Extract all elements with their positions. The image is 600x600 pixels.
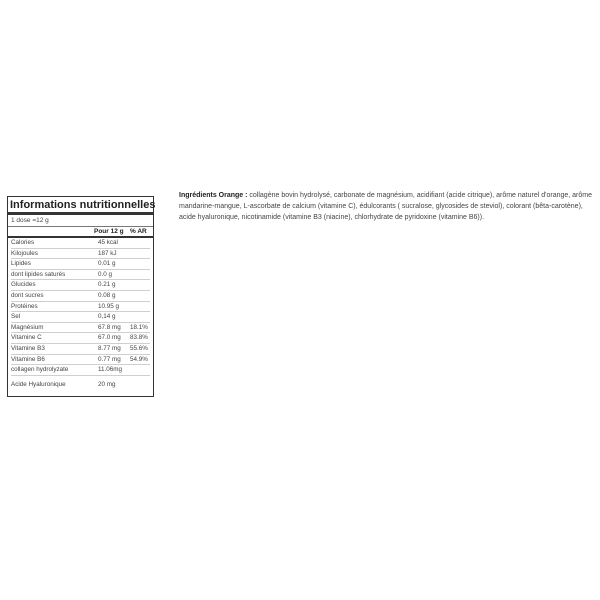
ingredients-lead: Ingrédients Orange : [179,192,248,199]
row-value: 8.77 mg [98,344,121,352]
row-value: 0,14 g [98,313,116,321]
nutrition-row [11,249,150,260]
nutrition-row [11,312,150,323]
row-ar: 54.9% [130,355,148,363]
nutrition-row [11,291,150,302]
nutrition-title: Informations nutritionnelles [8,197,153,215]
row-value: 0.77 mg [98,355,121,363]
nutrition-facts-panel [7,196,154,397]
nutrition-row [11,270,150,281]
nutrition-row [11,238,150,249]
nutrition-table-header [8,227,153,238]
row-label: Calories [11,239,35,246]
nutrition-row [11,333,150,344]
row-label: Lipides [11,260,31,268]
dose-info: 1 dose =12 g [8,215,153,227]
nutrition-row [11,380,150,390]
row-ar: 18.1% [130,323,148,331]
row-ar [130,259,150,269]
nutrition-row [11,344,150,355]
row-label: Kilojoules [11,249,38,257]
nutrition-row [11,365,150,376]
row-ar [130,312,150,322]
row-ar: 83.8% [130,334,148,342]
row-value: 187 kJ [98,249,117,257]
row-ar [130,291,150,301]
row-label: Acide Hyaluronique [11,380,66,388]
row-value: 11.06mg [98,366,123,374]
row-value: 0.0 g [98,270,113,278]
row-label: Glucides [11,281,36,289]
row-ar [130,238,150,248]
header-col-per-12g: Pour 12 g [94,228,124,235]
header-col-label [11,227,94,236]
row-value: 67.8 mg [98,323,121,331]
nutrition-rows [8,238,153,389]
row-value: 20 mg [98,380,116,388]
row-ar [130,365,150,375]
row-label: Magnésium [11,323,44,331]
row-ar [130,249,150,259]
row-label: collagen hydrolyzate [11,366,69,374]
ingredients-paragraph [179,190,593,223]
nutrition-row [11,259,150,270]
row-label: dont lipides saturés [11,270,66,278]
row-value: 45 kcal [98,239,118,246]
nutrition-row [11,280,150,291]
row-ar [130,270,150,280]
nutrition-row [11,302,150,313]
row-ar: 55.6% [130,344,148,352]
row-label: dont sucres [11,291,44,299]
row-ar [130,302,150,312]
ingredients-text: collagène bovin hydrolysé, carbonate de magnésium, acidifiant (acide citrique), arôme naturel d'orange, arôme mandarine-mangue, L-ascorbate de calcium (vitamine C), édulcorants ( sucralose, glycosides de steviol), colorant (bêta-carotène), acide hyaluronique, nicotinamide (vitamine B3 (niacine), chlorhydrate de pyridoxine (vitamine B6)). [179,192,592,221]
row-value: 0.08 g [98,291,116,299]
nutrition-row [11,323,150,334]
header-col-ar: % AR [130,228,147,235]
row-value: 10.95 g [98,302,120,310]
row-value: 67.0 mg [98,334,121,342]
row-ar [130,380,150,390]
row-label: Protéines [11,302,38,310]
row-label: Vitamine C [11,334,42,342]
row-label: Vitamine B3 [11,344,45,352]
nutrition-row [11,355,150,366]
row-value: 0.21 g [98,281,116,289]
row-label: Vitamine B6 [11,355,45,363]
row-value: 0.01 g [98,260,116,268]
row-ar [130,280,150,290]
row-label: Sel [11,313,21,321]
